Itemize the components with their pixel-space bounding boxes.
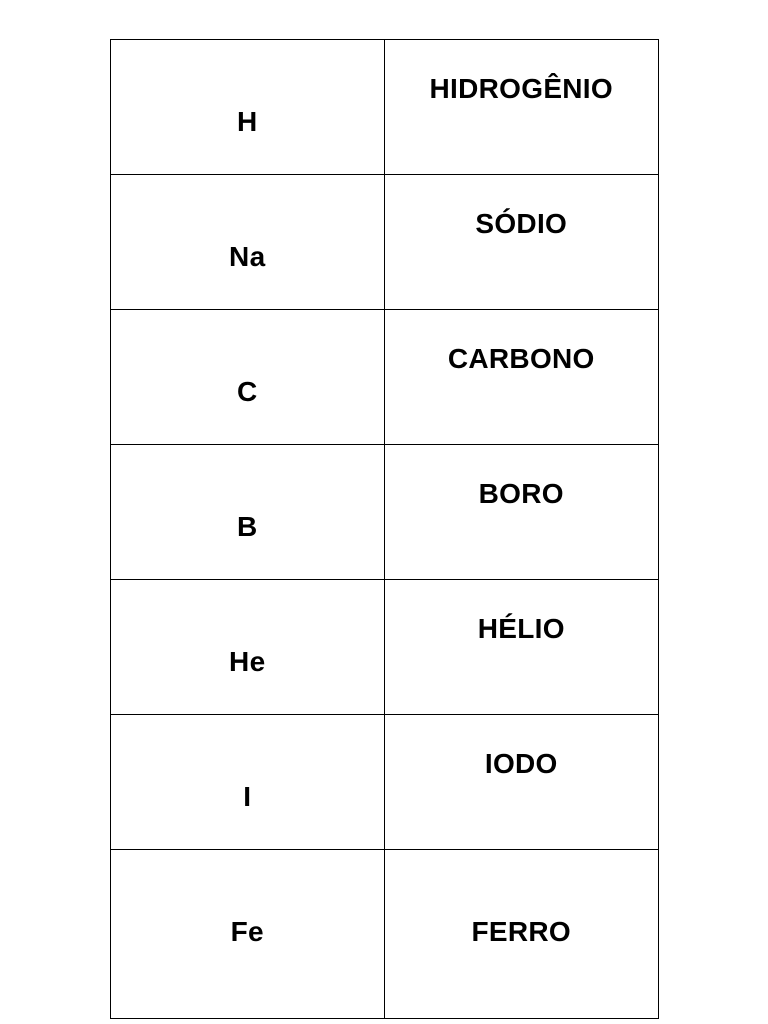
element-symbol: He xyxy=(229,646,266,677)
element-symbol: Na xyxy=(229,241,266,272)
element-symbol: C xyxy=(236,376,258,407)
symbol-cell xyxy=(111,40,385,175)
name-cell xyxy=(385,175,660,310)
element-name: FERRO xyxy=(471,916,571,947)
element-symbol: I xyxy=(243,781,252,812)
name-cell xyxy=(385,310,660,445)
element-name: HIDROGÊNIO xyxy=(429,73,613,104)
table-row xyxy=(111,40,659,175)
symbol-cell xyxy=(111,850,385,1019)
name-cell xyxy=(385,850,660,1019)
table-row xyxy=(111,175,659,310)
element-name: CARBONO xyxy=(447,343,595,374)
name-cell xyxy=(385,40,660,175)
element-symbol: B xyxy=(236,511,258,542)
symbol-cell xyxy=(111,715,385,850)
element-name: BORO xyxy=(478,478,564,509)
name-cell xyxy=(385,580,660,715)
table-row xyxy=(111,580,659,715)
element-name: HÉLIO xyxy=(477,613,565,644)
symbol-cell xyxy=(111,175,385,310)
symbol-cell xyxy=(111,310,385,445)
table-row xyxy=(111,445,659,580)
symbol-cell xyxy=(111,580,385,715)
element-symbol: H xyxy=(236,106,258,137)
symbol-cell xyxy=(111,445,385,580)
table-row xyxy=(111,850,659,1019)
table-row xyxy=(111,310,659,445)
element-name: SÓDIO xyxy=(475,208,568,239)
element-card-table xyxy=(110,39,659,1019)
name-cell xyxy=(385,445,660,580)
element-name: IODO xyxy=(484,748,558,779)
element-symbol: Fe xyxy=(230,916,264,947)
table-row xyxy=(111,715,659,850)
name-cell xyxy=(385,715,660,850)
